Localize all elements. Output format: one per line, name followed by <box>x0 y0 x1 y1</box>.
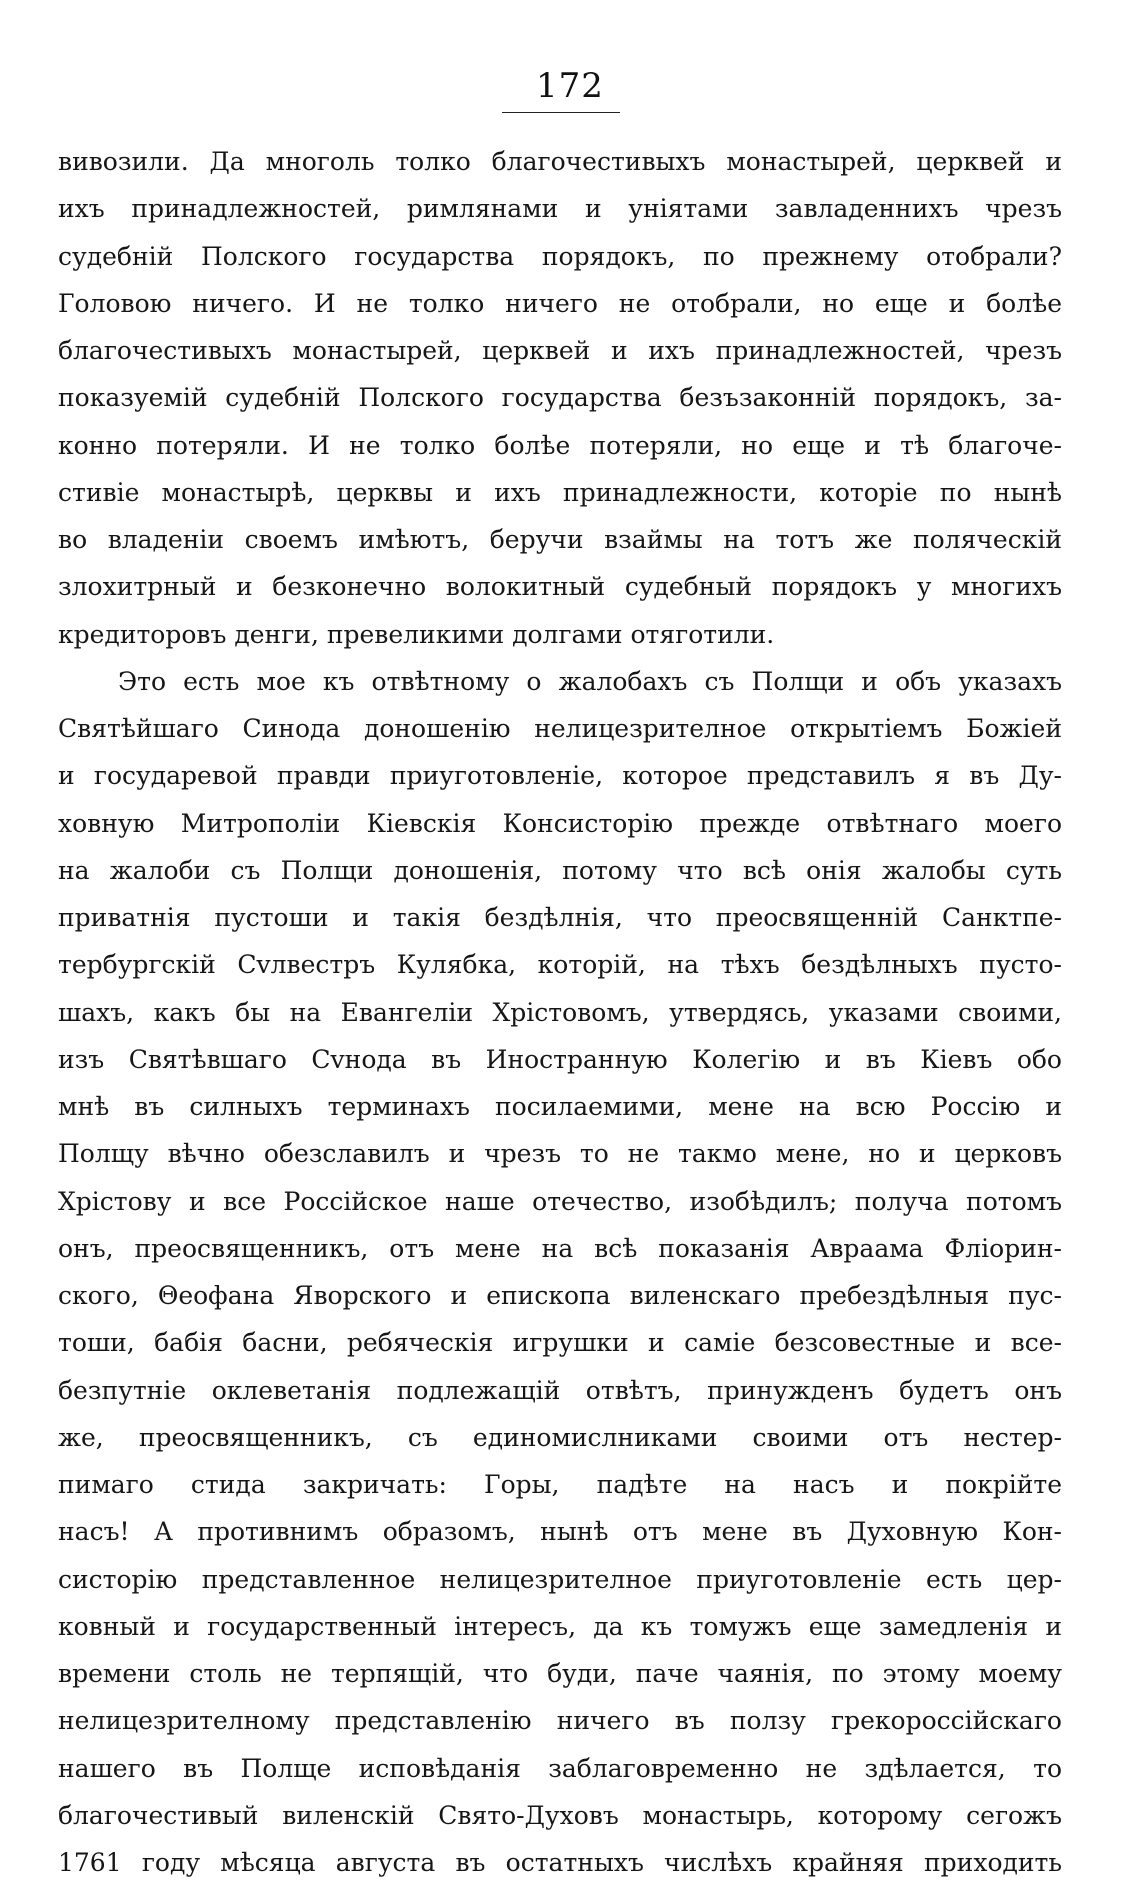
text-line: во владеніи своемъ имѣютъ, беручи взаймы на тотъ же поляческій <box>58 525 1062 554</box>
text-line: безпутніе оклеветанія подлежащій отвѣтъ, принужденъ будетъ онъ <box>58 1375 1062 1405</box>
text-line: 1761 году мѣсяца августа въ остатныхъ числѣхъ крайняя приходить <box>58 1848 1062 1877</box>
text-line: изъ Святѣвшаго Сvнода въ Иностранную Колегію и въ Кіевъ обо <box>58 1044 1062 1074</box>
text-line: ковный и государственный інтересъ, да къ томужъ еще замедленія и <box>58 1611 1062 1641</box>
text-line: Полщу вѣчно обезславилъ и чрезъ то не такмо мене, но и церковъ <box>58 1139 1062 1169</box>
text-line: судебній Полского государства порядокъ, по прежнему отобрали? <box>58 241 1062 271</box>
text-line: благочестивый виленскій Свято-Духовъ монастырь, которому сегожъ <box>58 1800 1062 1830</box>
text-line: вивозили. Да многоль толко благочестивыхъ монастырей, церквей и <box>58 147 1062 176</box>
text-line: стивіе монастырѣ, церквы и ихъ принадлежности, которіе по нынѣ <box>58 477 1062 507</box>
text-line: Святѣйшаго Синода доношенію нелицезрителное открытіемъ Божіей <box>58 714 1062 743</box>
text-line: нелицезрителному представленію ничего въ ползу грекороссійскаго <box>58 1706 1062 1736</box>
page-number-rule <box>502 112 620 113</box>
text-line: тоши, бабія басни, ребяческія игрушки и саміе безсовестные и все- <box>58 1328 1062 1358</box>
text-line: же, преосвященникъ, съ единомислниками своими отъ нестер- <box>58 1422 1062 1452</box>
page-number: 172 <box>536 66 604 106</box>
text-line: Головою ничего. И не толко ничего не отобрали, но еще и болѣе <box>58 288 1062 318</box>
text-line: ховную Митрополіи Кіевскія Консисторію прежде отвѣтнаго моего <box>58 808 1062 838</box>
text-line: насъ! А противнимъ образомъ, нынѣ отъ мене въ Духовную Кон- <box>58 1517 1062 1547</box>
body-text <box>58 138 1062 1886</box>
text-line: конно потеряли. И не толко болѣе потеряли, но еще и тѣ благоче- <box>58 430 1062 460</box>
paragraph-end-line: кредиторовъ денги, превеликими долгами отяготили. <box>58 619 775 649</box>
text-line: ского, Θеофана Яворского и епископа виленскаго пребездѣлныя пус- <box>58 1281 1062 1310</box>
text-line: ихъ принадлежностей, римлянами и уніятами завладенниxъ чрезъ <box>58 194 1062 224</box>
paragraph-first-line: Это есть мое къ отвѣтному о жалобахъ съ Полщи и объ указахъ <box>118 666 1062 696</box>
text-line: шахъ, какъ бы на Евангеліи Хрістовомъ, утвердясь, указами своими, <box>58 997 1062 1027</box>
text-line: на жалоби съ Полщи доношенія, потому что всѣ онія жалобы суть <box>58 855 1062 885</box>
text-line: систорію представленное нелицезрителное приуготовленіе есть цер- <box>58 1564 1062 1594</box>
text-line: и государевой правди приуготовленіе, которое представилъ я въ Ду- <box>58 761 1062 791</box>
text-line: приватнія пустоши и такія бездѣлнія, что преосвященній Санктпе- <box>58 903 1062 932</box>
text-line: нашего въ Полще исповѣданія заблаговременно не здѣлается, то <box>58 1753 1062 1783</box>
text-line: злохитрный и безконечно волокитный судебный порядокъ у многихъ <box>58 572 1062 602</box>
text-line: Хрістову и все Россійское наше отечество, изобѣдилъ; получа потомъ <box>58 1186 1062 1216</box>
text-line: времени столь не терпящій, что буди, паче чаянія, по этому моему <box>58 1659 1062 1688</box>
text-line: благочестивыхъ монастырей, церквей и ихъ принадлежностей, чрезъ <box>58 336 1062 365</box>
text-line: мнѣ въ силныхъ терминахъ посилаемими, мене на всю Россію и <box>58 1092 1062 1121</box>
text-line: показуемій судебній Полского государства безъзаконній порядокъ, за- <box>58 383 1062 413</box>
text-line: тербургскій Сvлвестръ Кулябка, которій, на тѣхъ бездѣлныхъ пусто- <box>58 950 1062 980</box>
text-line: пимаго стида закричать: Горы, падѣте на насъ и покрійте <box>58 1470 1062 1499</box>
text-line: онъ, преосвященникъ, отъ мене на всѣ показанія Авраама Фліорин- <box>58 1233 1062 1263</box>
